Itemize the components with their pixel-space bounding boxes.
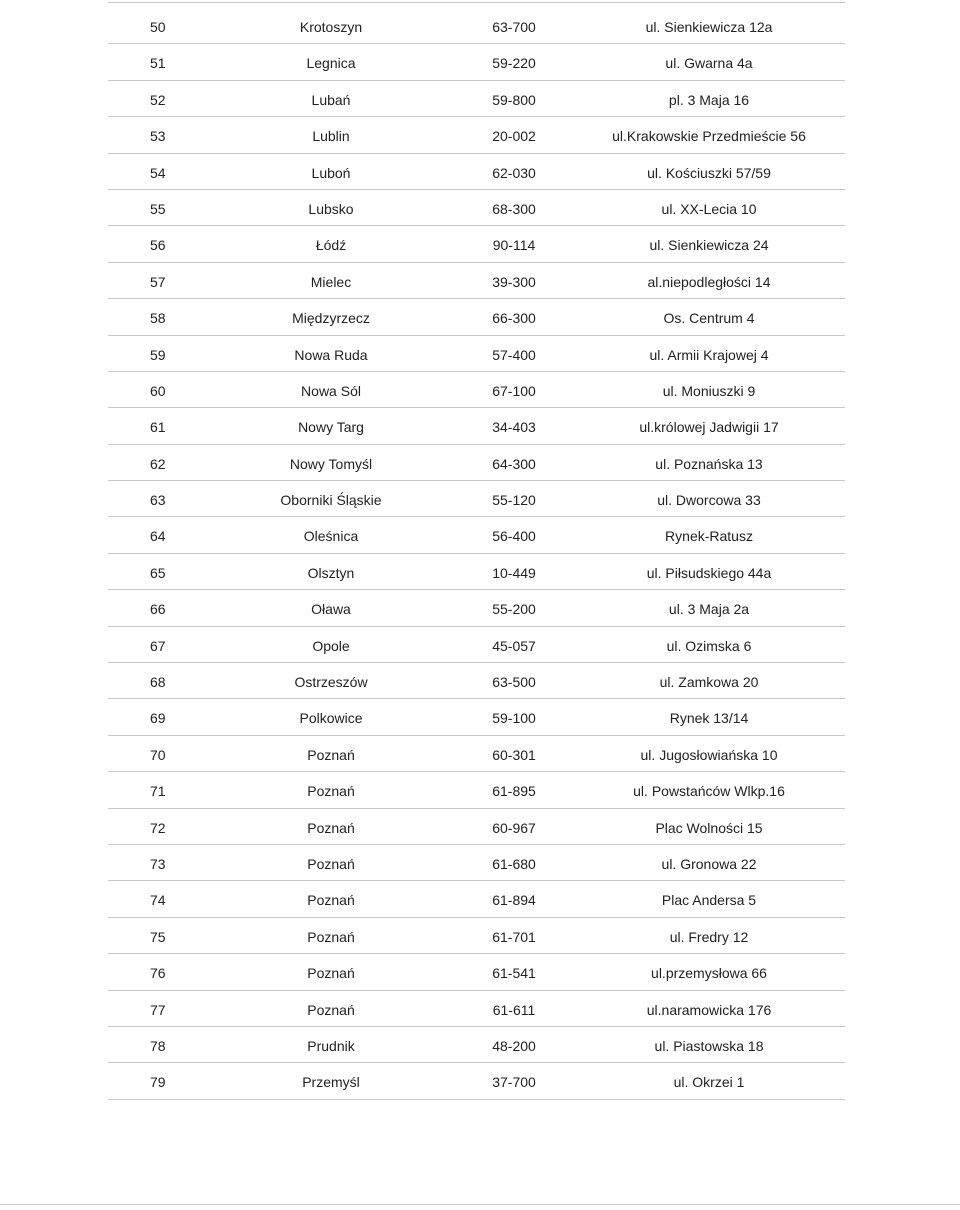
cell-postal-code-text: 48-200 (492, 1037, 536, 1054)
cell-postal-code-text: 20-002 (492, 128, 536, 145)
cell-city-text: Lubsko (308, 200, 354, 217)
table-row (108, 663, 845, 699)
cell-address-text: ul. 3 Maja 2a (668, 601, 750, 618)
cell-number-text: 57 (150, 273, 166, 290)
cell-number (150, 1073, 166, 1091)
cell-postal-code-text: 61-894 (492, 892, 536, 909)
cell-number-text: 51 (150, 55, 166, 72)
cell-postal-code-text: 61-680 (492, 855, 536, 872)
cell-city-text: Poznań (307, 965, 355, 982)
cell-number (150, 309, 166, 327)
cell-postal-code-text: 68-300 (492, 200, 536, 217)
cell-address-text: ul. Sienkiewicza 24 (649, 237, 769, 254)
cell-address-text: ul. Dworcowa 33 (657, 492, 761, 509)
table-row (108, 590, 845, 626)
cell-number-text: 73 (150, 855, 166, 872)
table-row (108, 954, 845, 990)
table-row (108, 445, 845, 481)
cell-address-text: ul. Fredry 12 (669, 928, 749, 945)
cell-city-text: Poznań (307, 1001, 355, 1018)
cell-postal-code-text: 45-057 (492, 637, 536, 654)
cell-number (150, 164, 166, 182)
cell-postal-code-text: 67-100 (492, 382, 536, 399)
cell-number (150, 18, 166, 36)
cell-number (150, 273, 166, 291)
cell-address-text: ul. Armii Krajowej 4 (649, 346, 769, 363)
cell-city-text: Luboń (311, 164, 351, 181)
cell-number-text: 77 (150, 1001, 166, 1018)
table-row (108, 809, 845, 845)
cell-number-text: 54 (150, 164, 166, 181)
cell-number (150, 127, 166, 145)
table-row (108, 517, 845, 553)
cell-number-text: 67 (150, 637, 166, 654)
cell-number (150, 928, 166, 946)
cell-number (150, 455, 166, 473)
cell-postal-code-text: 62-030 (492, 164, 536, 181)
table-row (108, 117, 845, 153)
cell-city-text: Poznań (307, 746, 355, 763)
page-bottom-rule (0, 1204, 960, 1205)
cell-address-text: ul. Piłsudskiego 44a (646, 564, 772, 581)
table-row (108, 372, 845, 408)
cell-city-text: Nowy Tomyśl (289, 455, 373, 472)
cell-postal-code-text: 55-120 (492, 492, 536, 509)
cell-number (150, 91, 166, 109)
cell-number-text: 61 (150, 419, 166, 436)
cell-postal-code-text: 66-300 (492, 310, 536, 327)
cell-number-text: 75 (150, 928, 166, 945)
cell-city-text: Nowa Sól (301, 382, 361, 399)
cell-number (150, 346, 166, 364)
cell-postal-code-text: 61-701 (492, 928, 536, 945)
cell-number-text: 64 (150, 528, 166, 545)
cell-city-text: Legnica (306, 55, 356, 72)
table-row (108, 736, 845, 772)
cell-city-text: Poznań (307, 892, 355, 909)
table-row (108, 918, 845, 954)
cell-address-text: ul. Zamkowa 20 (659, 674, 759, 691)
cell-number (150, 200, 166, 218)
cell-postal-code-text: 57-400 (492, 346, 536, 363)
cell-city-text: Poznań (307, 819, 355, 836)
cell-postal-code-text: 37-700 (492, 1074, 536, 1091)
cell-postal-code-text: 64-300 (492, 455, 536, 472)
cell-postal-code-text: 61-611 (492, 1001, 536, 1018)
table-row (108, 845, 845, 881)
cell-address-text: ul. Gronowa 22 (661, 855, 757, 872)
cell-number-text: 69 (150, 710, 166, 727)
cell-number (150, 673, 166, 691)
table-row (108, 81, 845, 117)
table-row (108, 336, 845, 372)
table-row (108, 554, 845, 590)
table-row (108, 44, 845, 80)
cell-postal-code-text: 59-800 (492, 91, 536, 108)
cell-number (150, 855, 166, 873)
table-row (108, 408, 845, 444)
cell-number (150, 564, 166, 582)
cell-city-text: Oborniki Śląskie (280, 492, 382, 509)
cell-postal-code-text: 34-403 (492, 419, 536, 436)
cell-number (150, 491, 166, 509)
cell-city-text: Lublin (312, 128, 350, 145)
cell-address-text: ul. Okrzei 1 (673, 1074, 745, 1091)
cell-number (150, 709, 166, 727)
cell-postal-code-text: 55-200 (492, 601, 536, 618)
cell-number-text: 76 (150, 965, 166, 982)
cell-address-text: ul.królowej Jadwigii 17 (639, 419, 779, 436)
cell-address-text: ul. Moniuszki 9 (662, 382, 756, 399)
cell-city-text: Oława (311, 601, 351, 618)
cell-postal-code-text: 60-967 (492, 819, 536, 836)
cell-number-text: 70 (150, 746, 166, 763)
cell-number (150, 382, 166, 400)
table-top-rule (108, 2, 845, 3)
cell-postal-code-text: 63-500 (492, 674, 536, 691)
cell-city-text: Polkowice (299, 710, 363, 727)
table-row (108, 772, 845, 808)
table-row (108, 226, 845, 262)
cell-number-text: 63 (150, 492, 166, 509)
cell-number-text: 56 (150, 237, 166, 254)
cell-number-text: 62 (150, 455, 166, 472)
cell-city-text: Ostrzeszów (294, 674, 368, 691)
cell-city-text: Poznań (307, 855, 355, 872)
cell-city-text: Mielec (310, 273, 352, 290)
cell-city-text: Poznań (307, 928, 355, 945)
cell-address-text: Rynek-Ratusz (665, 528, 753, 545)
cell-city-text: Oleśnica (303, 528, 359, 545)
cell-number (150, 600, 166, 618)
cell-postal-code-text: 59-220 (492, 55, 536, 72)
cell-city-text: Łódź (315, 237, 347, 254)
table-row (108, 627, 845, 663)
cell-number-text: 68 (150, 674, 166, 691)
table-row (108, 299, 845, 335)
cell-city-text: Nowy Targ (298, 419, 364, 436)
cell-city-text: Nowa Ruda (294, 346, 368, 363)
cell-postal-code-text: 56-400 (492, 528, 536, 545)
cell-address-text: ul. Sienkiewicza 12a (645, 19, 773, 35)
cell-number-text: 66 (150, 601, 166, 618)
cell-number-text: 60 (150, 382, 166, 399)
cell-address-text: ul. Ozimska 6 (666, 637, 752, 654)
cell-number-text: 78 (150, 1037, 166, 1054)
table-row (108, 481, 845, 517)
cell-address-text: Rynek 13/14 (669, 710, 749, 727)
cell-number-text: 50 (150, 19, 166, 35)
cell-number-text: 72 (150, 819, 166, 836)
cell-number-text: 58 (150, 310, 166, 327)
cell-city-text: Prudnik (307, 1037, 355, 1054)
table-row (108, 154, 845, 190)
cell-number (150, 819, 166, 837)
table-row (108, 263, 845, 299)
cell-number (150, 746, 166, 764)
cell-number (150, 1001, 166, 1019)
cell-address-text: ul. Piastowska 18 (654, 1037, 764, 1054)
cell-city-text: Poznań (307, 783, 355, 800)
cell-number (150, 964, 166, 982)
cell-number (150, 782, 166, 800)
cell-city-text: Krotoszyn (299, 19, 363, 35)
cell-address-text: ul. Poznańska 13 (655, 455, 763, 472)
cell-address-text: pl. 3 Maja 16 (668, 91, 750, 108)
table-row (108, 991, 845, 1027)
cell-postal-code-text: 61-541 (492, 965, 536, 982)
cell-number-text: 53 (150, 128, 166, 145)
cell-number-text: 52 (150, 91, 166, 108)
cell-number (150, 891, 166, 909)
cell-address-text: Plac Wolności 15 (655, 819, 763, 836)
cell-number-text: 59 (150, 346, 166, 363)
cell-number-text: 79 (150, 1074, 166, 1091)
cell-number-text: 74 (150, 892, 166, 909)
cell-address-text: ul.Krakowskie Przedmieście 56 (612, 128, 806, 145)
cell-city-text: Lubań (311, 91, 351, 108)
table-row (108, 8, 845, 44)
cell-number (150, 418, 166, 436)
cell-number (150, 1037, 166, 1055)
cell-city-text: Opole (312, 637, 350, 654)
cell-city-text: Międzyrzecz (292, 310, 370, 327)
cell-postal-code-text: 61-895 (492, 783, 536, 800)
cell-number (150, 236, 166, 254)
cell-address-text: ul. Jugosłowiańska 10 (640, 746, 778, 763)
cell-address-text: ul. XX-Lecia 10 (661, 200, 757, 217)
cell-city-text: Olsztyn (307, 564, 355, 581)
cell-postal-code-text: 39-300 (492, 273, 536, 290)
cell-address-text: Os. Centrum 4 (663, 310, 755, 327)
cell-address-text: Plac Andersa 5 (661, 892, 757, 909)
cell-postal-code-text: 60-301 (492, 746, 536, 763)
cell-number-text: 71 (150, 783, 166, 800)
cell-city-text: Przemyśl (302, 1074, 360, 1091)
table-row (108, 1063, 845, 1099)
address-table (108, 8, 845, 1100)
cell-number-text: 55 (150, 200, 166, 217)
cell-number (150, 637, 166, 655)
cell-number-text: 65 (150, 564, 166, 581)
cell-number (150, 54, 166, 72)
table-row (108, 881, 845, 917)
table-row (108, 1027, 845, 1063)
cell-address-text: ul.przemysłowa 66 (651, 965, 767, 982)
cell-address-text: ul. Powstańców Wlkp.16 (633, 783, 785, 800)
cell-address-text: ul. Gwarna 4a (665, 55, 753, 72)
cell-postal-code-text: 90-114 (492, 237, 536, 254)
cell-number (150, 527, 166, 545)
cell-postal-code-text: 59-100 (492, 710, 536, 727)
table-row (108, 699, 845, 735)
cell-postal-code-text: 10-449 (492, 564, 536, 581)
cell-address-text: al.niepodległości 14 (647, 273, 771, 290)
table-row (108, 190, 845, 226)
cell-postal-code-text: 63-700 (492, 19, 536, 35)
cell-address-text: ul. Kościuszki 57/59 (647, 164, 771, 181)
cell-address-text: ul.naramowicka 176 (646, 1001, 772, 1018)
